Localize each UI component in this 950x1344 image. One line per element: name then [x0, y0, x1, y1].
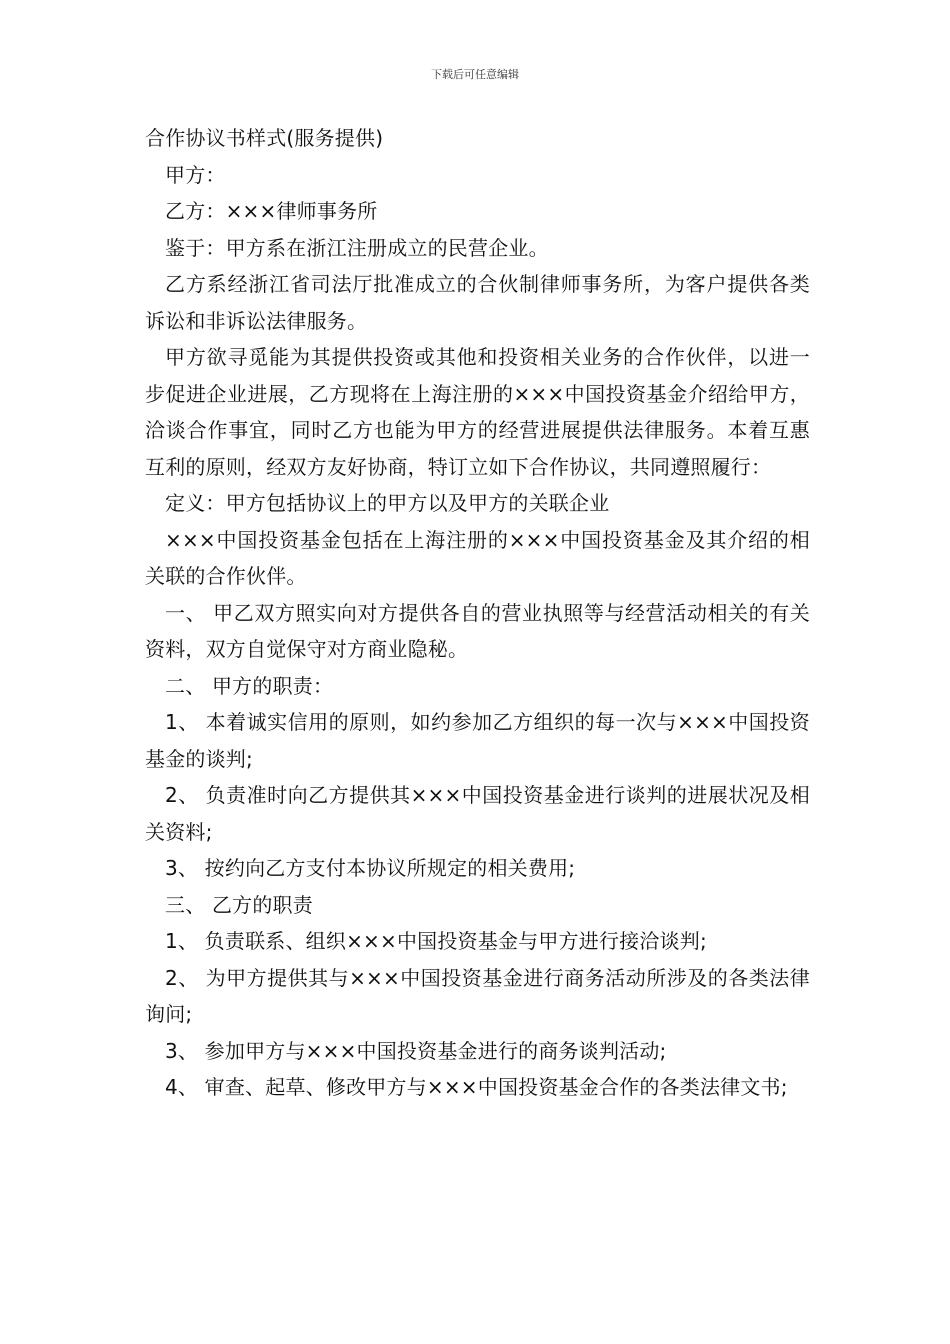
page-header-note: 下载后可任意编辑: [431, 68, 519, 81]
section-three-item-4: 4、 审查、起草、修改甲方与×××中国投资基金合作的各类法律文书;: [165, 1075, 788, 1099]
definition-paragraph: 定义：甲方包括协议上的甲方以及甲方的关联企业: [165, 491, 610, 515]
fund-definition-paragraph: ×××中国投资基金包括在上海注册的×××中国投资基金及其介绍的相关联的合作伙伴。: [145, 527, 810, 588]
section-three-item-1: 1、 负责联系、组织×××中国投资基金与甲方进行接洽谈判;: [165, 929, 707, 953]
section-two-item-2: 2、 负责准时向乙方提供其×××中国投资基金进行谈判的进展状况及相关资料;: [145, 783, 810, 844]
document-body: [145, 120, 810, 1106]
party-b-description: 乙方系经浙江省司法厅批准成立的合伙制律师事务所，为客户提供各类诉讼和非诉讼法律服务。: [145, 272, 810, 333]
purpose-paragraph: 甲方欲寻觅能为其提供投资或其他和投资相关业务的合作伙伴，以进一步促进企业进展，乙方现将在上海注册的×××中国投资基金介绍给甲方，洽谈合作事宜，同时乙方也能为甲方的经营进展提供法律服务。本着互惠互利的原则，经双方友好协商，特订立如下合作协议，共同遵照履行：: [145, 345, 810, 479]
section-two-heading: 二、 甲方的职责：: [165, 673, 334, 698]
section-three-item-2: 2、 为甲方提供其与×××中国投资基金进行商务活动所涉及的各类法律询问;: [145, 965, 810, 1026]
whereas-paragraph: 鉴于：甲方系在浙江注册成立的民营企业。: [165, 235, 549, 260]
section-two-item-1: 1、 本着诚实信用的原则，如约参加乙方组织的每一次与×××中国投资基金的谈判;: [145, 710, 810, 771]
section-two-item-3: 3、 按约向乙方支付本协议所规定的相关费用;: [165, 856, 576, 880]
section-three-item-3: 3、 参加甲方与×××中国投资基金进行的商务谈判活动;: [165, 1038, 667, 1063]
party-a-line: 甲方：: [165, 162, 226, 187]
section-one: 一、 甲乙双方照实向对方提供各自的营业执照等与经营活动相关的有关资料，双方自觉保守对方商业隐秘。: [145, 600, 810, 661]
document-title: 合作协议书样式(服务提供): [145, 126, 384, 150]
section-three-heading: 三、 乙方的职责: [165, 892, 313, 917]
party-b-line: 乙方：×××律师事务所: [165, 199, 378, 223]
